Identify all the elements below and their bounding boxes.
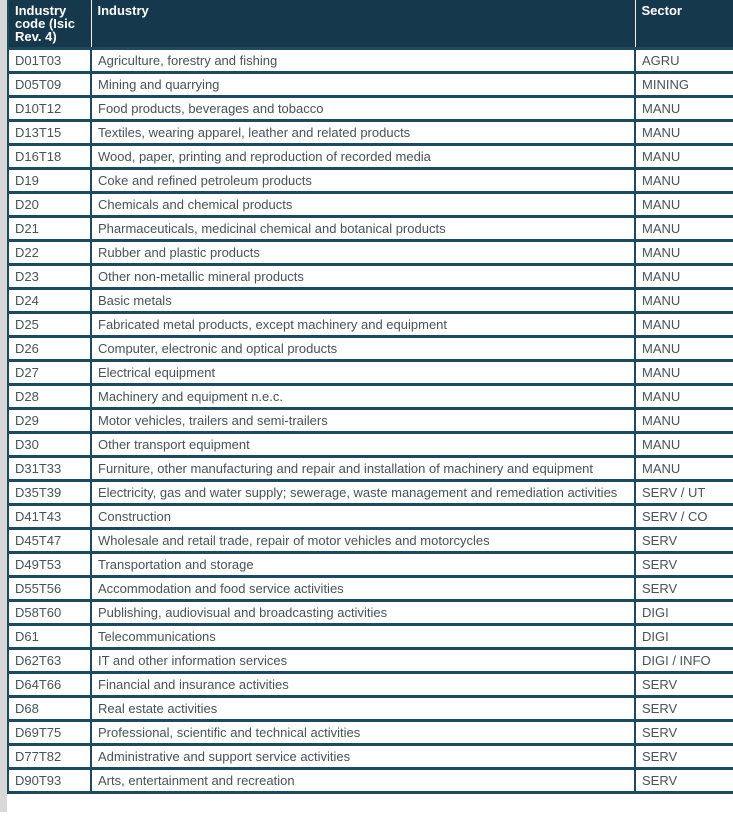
table-row bbox=[8, 385, 733, 409]
industry-cell: Transportation and storage bbox=[91, 553, 635, 577]
industry-cell: Rubber and plastic products bbox=[91, 241, 635, 265]
sector-cell: MANU bbox=[635, 337, 733, 361]
sector-cell: MANU bbox=[635, 217, 733, 241]
industry-cell: Machinery and equipment n.e.c. bbox=[91, 385, 635, 409]
industry-code-cell: D16T18 bbox=[8, 145, 91, 169]
column-header-industry-code: Industry code (Isic Rev. 4) bbox=[8, 0, 91, 49]
table-row bbox=[8, 649, 733, 673]
industry-code-cell: D27 bbox=[8, 361, 91, 385]
table-row bbox=[8, 769, 733, 793]
table-row bbox=[8, 745, 733, 769]
industry-cell: Accommodation and food service activities bbox=[91, 577, 635, 601]
table-row bbox=[8, 169, 733, 193]
industry-code-cell: D61 bbox=[8, 625, 91, 649]
industry-cell: Publishing, audiovisual and broadcasting activities bbox=[91, 601, 635, 625]
sector-cell: MANU bbox=[635, 169, 733, 193]
industry-cell: Textiles, wearing apparel, leather and related products bbox=[91, 121, 635, 145]
industry-cell: Agriculture, forestry and fishing bbox=[91, 49, 635, 73]
sector-cell: MANU bbox=[635, 193, 733, 217]
sector-cell: MANU bbox=[635, 385, 733, 409]
industry-code-cell: D35T39 bbox=[8, 481, 91, 505]
sector-cell: MINING bbox=[635, 73, 733, 97]
industry-code-cell: D29 bbox=[8, 409, 91, 433]
sector-cell: DIGI bbox=[635, 625, 733, 649]
sector-cell: DIGI bbox=[635, 601, 733, 625]
sector-cell: MANU bbox=[635, 121, 733, 145]
sector-cell: SERV / CO bbox=[635, 505, 733, 529]
table-row bbox=[8, 97, 733, 121]
industry-code-cell: D55T56 bbox=[8, 577, 91, 601]
industry-sector-table bbox=[7, 0, 733, 794]
industry-cell: Basic metals bbox=[91, 289, 635, 313]
table-row bbox=[8, 265, 733, 289]
table-row bbox=[8, 721, 733, 745]
industry-code-cell: D30 bbox=[8, 433, 91, 457]
table-row bbox=[8, 193, 733, 217]
table-row bbox=[8, 145, 733, 169]
sector-cell: MANU bbox=[635, 289, 733, 313]
industry-code-cell: D05T09 bbox=[8, 73, 91, 97]
table-row bbox=[8, 337, 733, 361]
sector-cell: SERV bbox=[635, 577, 733, 601]
table-row bbox=[8, 625, 733, 649]
table-row bbox=[8, 361, 733, 385]
column-header-industry: Industry bbox=[91, 0, 635, 49]
industry-cell: Food products, beverages and tobacco bbox=[91, 97, 635, 121]
table-row bbox=[8, 673, 733, 697]
table-row bbox=[8, 289, 733, 313]
table-row bbox=[8, 553, 733, 577]
industry-code-cell: D24 bbox=[8, 289, 91, 313]
industry-cell: Furniture, other manufacturing and repair and installation of machinery and equipment bbox=[91, 457, 635, 481]
table-row bbox=[8, 121, 733, 145]
sector-cell: SERV bbox=[635, 529, 733, 553]
industry-cell: Electrical equipment bbox=[91, 361, 635, 385]
sector-cell: MANU bbox=[635, 433, 733, 457]
industry-cell: Pharmaceuticals, medicinal chemical and botanical products bbox=[91, 217, 635, 241]
sector-cell: DIGI / INFO bbox=[635, 649, 733, 673]
table-row bbox=[8, 217, 733, 241]
table-row bbox=[8, 529, 733, 553]
industry-code-cell: D01T03 bbox=[8, 49, 91, 73]
industry-cell: Other non-metallic mineral products bbox=[91, 265, 635, 289]
industry-code-cell: D28 bbox=[8, 385, 91, 409]
industry-cell: Real estate activities bbox=[91, 697, 635, 721]
industry-cell: Arts, entertainment and recreation bbox=[91, 769, 635, 793]
industry-cell: Motor vehicles, trailers and semi-trailers bbox=[91, 409, 635, 433]
sector-cell: MANU bbox=[635, 145, 733, 169]
sector-cell: SERV bbox=[635, 553, 733, 577]
industry-cell: Mining and quarrying bbox=[91, 73, 635, 97]
industry-cell: Administrative and support service activities bbox=[91, 745, 635, 769]
sector-cell: MANU bbox=[635, 97, 733, 121]
sector-cell: MANU bbox=[635, 409, 733, 433]
industry-code-cell: D68 bbox=[8, 697, 91, 721]
table-row bbox=[8, 481, 733, 505]
table-row bbox=[8, 505, 733, 529]
industry-code-cell: D90T93 bbox=[8, 769, 91, 793]
industry-code-cell: D64T66 bbox=[8, 673, 91, 697]
industry-cell: Telecommunications bbox=[91, 625, 635, 649]
sector-cell: SERV / UT bbox=[635, 481, 733, 505]
industry-code-cell: D23 bbox=[8, 265, 91, 289]
industry-code-cell: D31T33 bbox=[8, 457, 91, 481]
sector-cell: AGRU bbox=[635, 49, 733, 73]
industry-cell: Other transport equipment bbox=[91, 433, 635, 457]
table-row bbox=[8, 241, 733, 265]
industry-cell: Chemicals and chemical products bbox=[91, 193, 635, 217]
table-row bbox=[8, 313, 733, 337]
industry-cell: Wood, paper, printing and reproduction of recorded media bbox=[91, 145, 635, 169]
industry-code-cell: D19 bbox=[8, 169, 91, 193]
table-row bbox=[8, 577, 733, 601]
industry-cell: Construction bbox=[91, 505, 635, 529]
industry-cell: Financial and insurance activities bbox=[91, 673, 635, 697]
industry-code-cell: D49T53 bbox=[8, 553, 91, 577]
industry-cell: Fabricated metal products, except machinery and equipment bbox=[91, 313, 635, 337]
sector-cell: MANU bbox=[635, 265, 733, 289]
industry-cell: Computer, electronic and optical products bbox=[91, 337, 635, 361]
industry-code-cell: D45T47 bbox=[8, 529, 91, 553]
sector-cell: SERV bbox=[635, 697, 733, 721]
industry-cell: Wholesale and retail trade, repair of motor vehicles and motorcycles bbox=[91, 529, 635, 553]
sector-cell: SERV bbox=[635, 673, 733, 697]
industry-cell: IT and other information services bbox=[91, 649, 635, 673]
table-row bbox=[8, 409, 733, 433]
industry-cell: Coke and refined petroleum products bbox=[91, 169, 635, 193]
industry-code-cell: D62T63 bbox=[8, 649, 91, 673]
industry-code-cell: D58T60 bbox=[8, 601, 91, 625]
sector-cell: MANU bbox=[635, 313, 733, 337]
industry-code-cell: D13T15 bbox=[8, 121, 91, 145]
industry-code-cell: D69T75 bbox=[8, 721, 91, 745]
industry-cell: Electricity, gas and water supply; sewerage, waste management and remediation activities bbox=[91, 481, 635, 505]
sector-cell: MANU bbox=[635, 361, 733, 385]
sector-cell: MANU bbox=[635, 241, 733, 265]
column-header-sector: Sector bbox=[635, 0, 733, 49]
table-row bbox=[8, 457, 733, 481]
table-row bbox=[8, 73, 733, 97]
table-row bbox=[8, 697, 733, 721]
industry-code-cell: D25 bbox=[8, 313, 91, 337]
industry-code-cell: D41T43 bbox=[8, 505, 91, 529]
table-header-row bbox=[8, 0, 733, 49]
sector-cell: SERV bbox=[635, 745, 733, 769]
industry-cell: Professional, scientific and technical activities bbox=[91, 721, 635, 745]
sector-cell: MANU bbox=[635, 457, 733, 481]
industry-code-cell: D21 bbox=[8, 217, 91, 241]
industry-code-cell: D10T12 bbox=[8, 97, 91, 121]
left-gutter bbox=[0, 0, 7, 812]
sector-cell: SERV bbox=[635, 721, 733, 745]
table-row bbox=[8, 433, 733, 457]
industry-code-cell: D22 bbox=[8, 241, 91, 265]
table-row bbox=[8, 601, 733, 625]
industry-code-cell: D26 bbox=[8, 337, 91, 361]
industry-code-cell: D20 bbox=[8, 193, 91, 217]
sector-cell: SERV bbox=[635, 769, 733, 793]
industry-code-cell: D77T82 bbox=[8, 745, 91, 769]
table-row bbox=[8, 49, 733, 73]
